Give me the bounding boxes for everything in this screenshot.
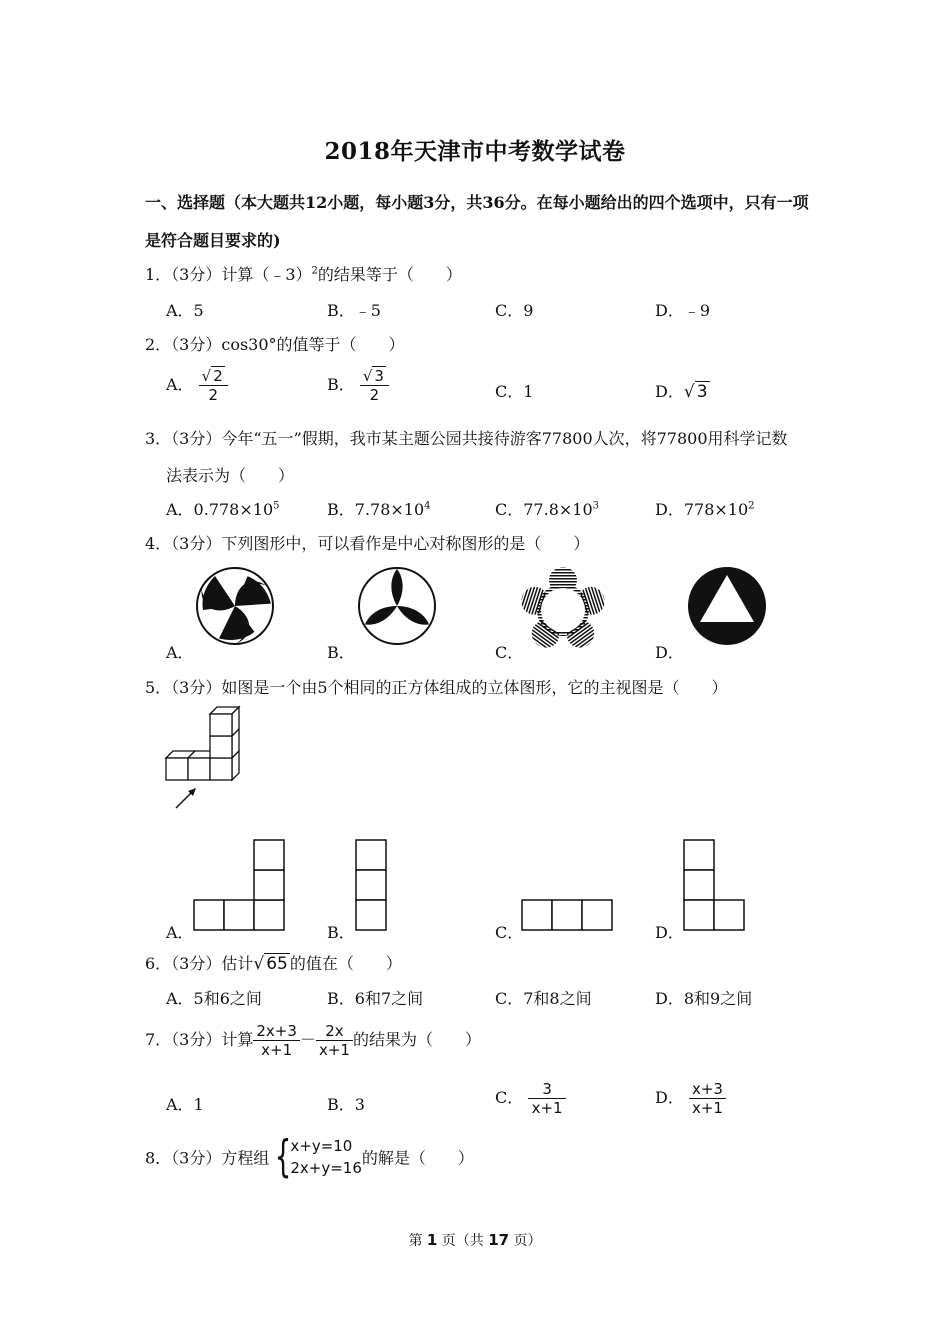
section-header-line1: 一、选择题（本大题共12小题，每小题3分，共36分。在每小题给出的四个选项中，只有一项 (145, 193, 809, 212)
q7-minus: － (299, 1030, 316, 1049)
q8-equation-1: x+y=10 (290, 1137, 353, 1155)
q4-option-d-label[interactable]: D． (655, 643, 684, 662)
q4-figure-b-three-leaves[interactable] (357, 566, 437, 646)
page-footer (0, 1230, 950, 1250)
q7-stem-post: 的结果为（ ） (352, 1030, 481, 1049)
q3-option-b[interactable] (327, 497, 431, 520)
q1-exponent: 2 (311, 265, 318, 277)
q3-option-c[interactable] (495, 497, 599, 520)
q7-option-c-label: C． (495, 1088, 524, 1107)
q7-option-a[interactable]: A．1 (166, 1095, 204, 1114)
q2-a-denominator: 2 (208, 386, 218, 404)
q4-option-b-label[interactable]: B． (327, 643, 355, 662)
question-3-line2: 法表示为（ ） (166, 466, 295, 485)
q3-a-base: A．0.778×10 (166, 500, 274, 519)
q3-c-exp: 3 (592, 500, 600, 512)
q7-d-denominator: x+1 (691, 1099, 723, 1117)
q5-option-d-label[interactable]: D． (655, 923, 684, 942)
q5-cube-solid-figure (160, 700, 250, 815)
q6-stem-post: 的值在（ ） (289, 954, 402, 973)
q3-a-exp: 5 (273, 500, 280, 512)
q6-stem-pre: 6．（3分）估计 (145, 954, 254, 973)
q8-stem-pre: 8．（3分）方程组 (145, 1148, 270, 1168)
q2-option-d[interactable]: D．√ 3 (655, 382, 708, 402)
footer-pre: 第 (408, 1233, 423, 1249)
q7-option-c[interactable] (495, 1080, 566, 1117)
q7-c-denominator: x+1 (531, 1099, 563, 1117)
q5-option-a-label[interactable]: A． (166, 923, 194, 942)
footer-page-number: 1 (426, 1231, 438, 1249)
q2-option-a-fraction: $\frac{√ 2}{2}$ (199, 367, 228, 404)
q7-f2-numerator: 2x (316, 1022, 353, 1041)
q2-a-radicand: 2 (213, 367, 223, 385)
q1-stem-post: 的结果等于（ ） (317, 265, 462, 284)
q8-stem-post: 的解是（ ） (361, 1148, 474, 1168)
q2-b-radicand: 3 (374, 367, 384, 385)
question-3-line1: 3．（3分）今年“五一”假期，我市某主题公园共接待游客77800人次，将77800用科学记数 (145, 429, 788, 448)
q7-d-numerator: x+3 (689, 1080, 726, 1099)
q6-option-d[interactable]: D．8和9之间 (655, 989, 753, 1008)
q1-option-c[interactable]: C．9 (495, 301, 534, 320)
page-title: 2018年天津市中考数学试卷 (324, 138, 626, 165)
q7-fraction-1 (253, 1022, 300, 1059)
q7-fraction-2 (316, 1022, 353, 1059)
q4-option-c-label[interactable]: C． (495, 643, 524, 662)
q2-d-radicand: 3 (696, 382, 708, 402)
q4-figure-a-swirl[interactable] (195, 566, 275, 646)
question-2: 2．（3分）cos30°的值等于（ ） (145, 335, 405, 354)
q3-b-exp: 4 (424, 500, 431, 512)
question-4: 4．（3分）下列图形中，可以看作是中心对称图形的是（ ） (145, 534, 590, 553)
q1-stem-pre: 1．（3分）计算（﹣3） (145, 265, 312, 284)
footer-total-pages: 17 (488, 1231, 510, 1249)
q5-option-c-label[interactable]: C． (495, 923, 524, 942)
q3-d-exp: 2 (748, 500, 755, 512)
q5-figure-a[interactable] (192, 838, 286, 932)
q7-option-d-label: D． (655, 1088, 684, 1107)
q7-f1-numerator: 2x+3 (253, 1022, 300, 1041)
q7-stem-pre: 7．（3分）计算 (145, 1030, 254, 1049)
question-5: 5．（3分）如图是一个由5个相同的正方体组成的立体图形，它的主视图是（ ） (145, 678, 728, 697)
q8-equation-system (289, 1135, 362, 1179)
q7-option-b[interactable]: B．3 (327, 1095, 365, 1114)
q5-figure-b[interactable] (354, 838, 388, 932)
q3-option-d[interactable] (655, 497, 755, 520)
footer-post: 页） (513, 1233, 542, 1249)
q1-option-d[interactable]: D．﹣9 (655, 301, 711, 320)
section-header-line2: 是符合题目要求的) (145, 231, 281, 250)
q4-figure-c-striped-flower[interactable] (520, 566, 606, 650)
q6-radicand: 65 (266, 954, 288, 974)
q2-option-c[interactable]: C．1 (495, 382, 534, 401)
q7-c-numerator: 3 (528, 1080, 566, 1099)
q4-figure-d-triangle-in-circle[interactable] (687, 566, 767, 646)
q2-b-denominator: 2 (369, 386, 380, 404)
footer-mid: 页（共 (441, 1233, 484, 1249)
q2-option-a[interactable] (166, 367, 228, 404)
q5-figure-c[interactable] (520, 898, 614, 932)
q3-b-base: B．7.78×10 (327, 500, 425, 519)
q7-f2-denominator: x+1 (318, 1041, 350, 1059)
q6-option-c[interactable]: C．7和8之间 (495, 989, 592, 1008)
question-8 (145, 1131, 474, 1182)
q7-option-d[interactable] (655, 1080, 726, 1117)
q2-option-b-fraction: $\frac{√ 3}{2}$ (360, 367, 389, 404)
q6-option-a[interactable]: A．5和6之间 (166, 989, 262, 1008)
q2-option-d-label: D． (655, 382, 684, 401)
q2-option-a-label: A． (166, 375, 194, 394)
q2-option-b[interactable] (327, 367, 389, 404)
q5-figure-d[interactable] (682, 838, 746, 932)
q3-c-base: C．77.8×10 (495, 500, 593, 519)
q5-option-b-label[interactable]: B． (327, 923, 355, 942)
q7-option-c-fraction (528, 1080, 566, 1117)
q6-option-b[interactable]: B．6和7之间 (327, 989, 424, 1008)
q7-option-d-fraction (689, 1080, 726, 1117)
q4-option-a-label[interactable]: A． (166, 643, 194, 662)
question-7 (145, 1022, 481, 1059)
q1-option-a[interactable]: A．5 (166, 301, 204, 320)
question-6: 6．（3分）估计√ 65 的值在（ ） (145, 954, 402, 974)
q3-d-base: D．778×10 (655, 500, 749, 519)
q1-option-b[interactable]: B．﹣5 (327, 301, 381, 320)
q7-f1-denominator: x+1 (261, 1041, 293, 1059)
q3-option-a[interactable] (166, 497, 280, 520)
question-1 (145, 262, 462, 285)
q8-equation-2: 2x+y=16 (290, 1159, 362, 1177)
q2-option-b-label: B． (327, 375, 355, 394)
q8-brace: { (274, 1131, 292, 1182)
